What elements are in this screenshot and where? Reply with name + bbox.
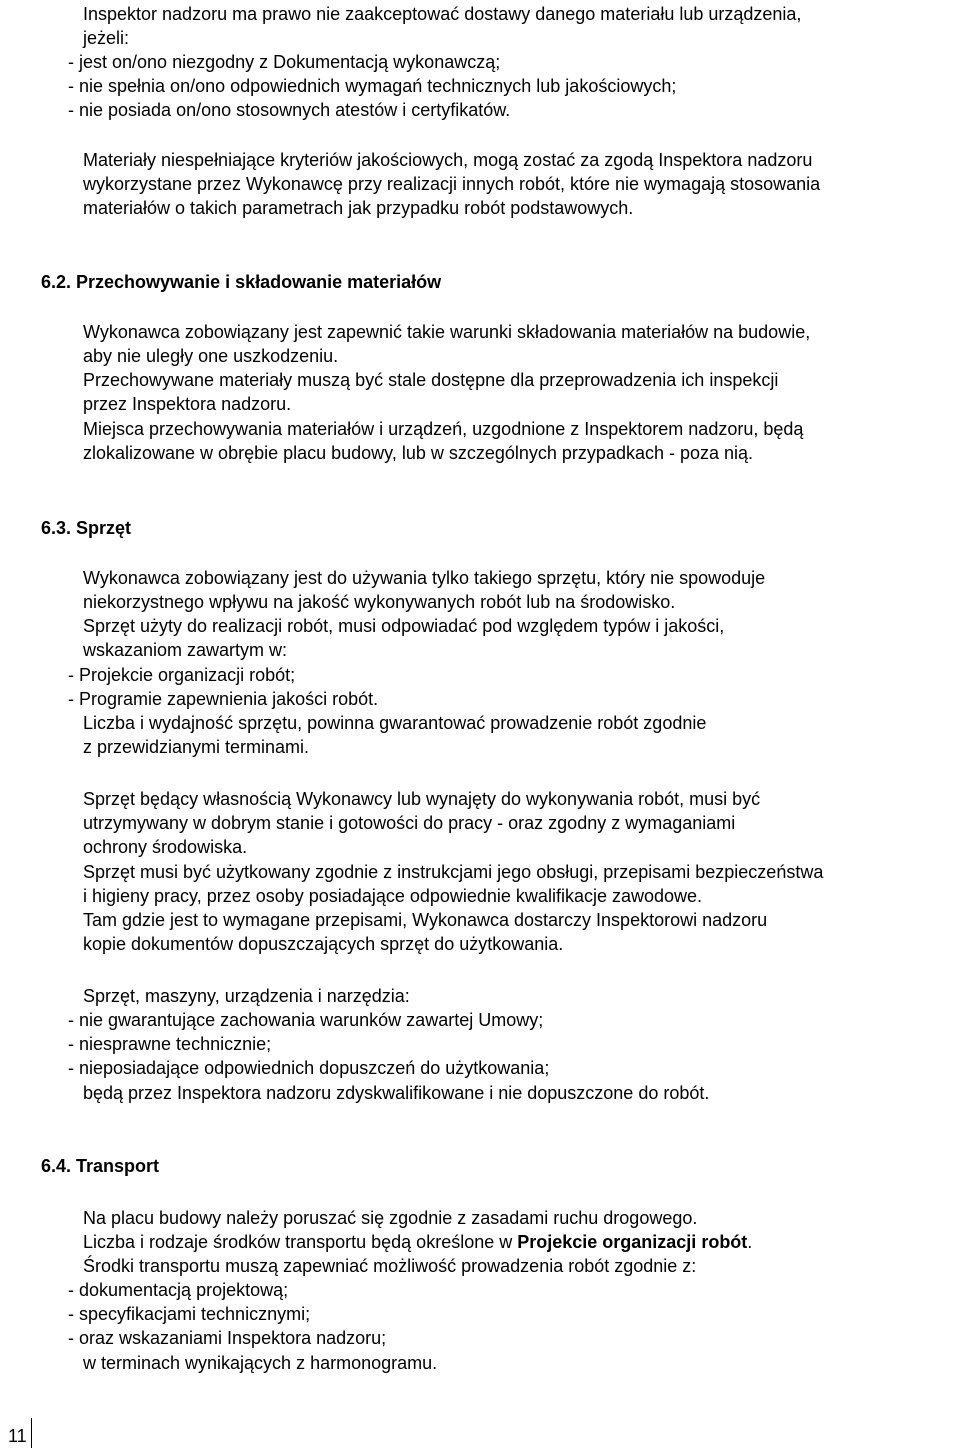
text-line <box>83 1230 752 1254</box>
text-line <box>83 196 633 220</box>
text-line <box>68 1302 310 1326</box>
text-line <box>83 26 129 50</box>
text-span: Materiały niespełniające kryteriów jakościowych, mogą zostać za zgodą Inspektora nadzoru <box>83 150 813 170</box>
section-heading <box>41 270 441 294</box>
text-span: Sprzęt będący własnością Wykonawcy lub wynajęty do wykonywania robót, musi być <box>83 789 761 809</box>
text-line <box>83 835 247 859</box>
text-span: aby nie uległy one uszkodzeniu. <box>83 346 339 366</box>
text-span: Przechowywane materiały muszą być stale dostępne dla przeprowadzenia ich inspekcji <box>83 370 779 390</box>
text-line <box>83 417 803 441</box>
text-line <box>83 1351 437 1375</box>
text-line <box>83 860 823 884</box>
text-span: Liczba i rodzaje środków transportu będą określone w <box>83 1232 518 1252</box>
text-line <box>83 1254 696 1278</box>
text-line <box>83 392 291 416</box>
text-span: będą przez Inspektora nadzoru zdyskwalifikowane i nie dopuszczone do robót. <box>83 1083 710 1103</box>
text-span: 6.2. Przechowywanie i składowanie materiałów <box>41 272 442 292</box>
text-span: z przewidzianymi terminami. <box>83 737 310 757</box>
text-span: 6.4. Transport <box>41 1156 160 1176</box>
text-span: - nie gwarantujące zachowania warunków zawartej Umowy; <box>68 1010 544 1030</box>
text-line <box>83 368 778 392</box>
text-line <box>68 74 676 98</box>
text-line <box>83 811 735 835</box>
text-line <box>68 1008 543 1032</box>
text-span: Na placu budowy należy poruszać się zgodnie z zasadami ruchu drogowego. <box>83 1208 698 1228</box>
text-line <box>68 1326 386 1350</box>
text-span: Sprzęt użyty do realizacji robót, musi odpowiadać pod względem typów i jakości, <box>83 616 725 636</box>
text-span: - dokumentacją projektową; <box>68 1280 289 1300</box>
text-span: - oraz wskazaniami Inspektora nadzoru; <box>68 1328 387 1348</box>
text-span: Sprzęt musi być użytkowany zgodnie z instrukcjami jego obsługi, przepisami bezpieczeństwa <box>83 862 824 882</box>
text-line <box>83 441 753 465</box>
text-line <box>83 320 810 344</box>
text-span: Wykonawca zobowiązany jest zapewnić takie warunki składowania materiałów na budowie, <box>83 322 811 342</box>
text-line <box>68 98 510 122</box>
text-line <box>83 638 287 662</box>
text-span: - specyfikacjami technicznymi; <box>68 1304 311 1324</box>
text-line <box>83 590 675 614</box>
text-span: jeżeli: <box>83 28 130 48</box>
text-span: zlokalizowane w obrębie placu budowy, lub w szczególnych przypadkach - poza nią. <box>83 443 754 463</box>
text-line <box>83 1206 697 1230</box>
text-span: Wykonawca zobowiązany jest do używania tylko takiego sprzętu, który nie spowoduje <box>83 568 766 588</box>
text-span: Sprzęt, maszyny, urządzenia i narzędzia: <box>83 986 410 1006</box>
text-line <box>83 148 812 172</box>
text-line <box>83 787 760 811</box>
page-number: 11 <box>8 1426 27 1446</box>
text-span: kopie dokumentów dopuszczających sprzęt do użytkowania. <box>83 934 564 954</box>
section-heading <box>41 1154 159 1178</box>
text-span: utrzymywany w dobrym stanie i gotowości do pracy - oraz zgodny z wymaganiami <box>83 813 736 833</box>
text-span: Miejsca przechowywania materiałów i urządzeń, uzgodnione z Inspektorem nadzoru, będą <box>83 419 804 439</box>
text-line <box>68 1056 549 1080</box>
text-line <box>83 566 765 590</box>
text-line <box>68 1032 271 1056</box>
text-span: wykorzystane przez Wykonawcę przy realizacji innych robót, które nie wymagają stosowania <box>83 174 821 194</box>
text-span: - nie posiada on/ono stosownych atestów i certyfikatów. <box>68 100 511 120</box>
text-line <box>83 884 702 908</box>
text-line <box>68 1278 288 1302</box>
text-span: ochrony środowiska. <box>83 837 248 857</box>
text-span: - nie spełnia on/ono odpowiednich wymagań technicznych lub jakościowych; <box>68 76 677 96</box>
text-span: - niesprawne technicznie; <box>68 1034 272 1054</box>
text-tail: . <box>747 1232 753 1252</box>
text-span: materiałów o takich parametrach jak przypadku robót podstawowych. <box>83 198 634 218</box>
text-line <box>83 908 767 932</box>
text-line <box>68 663 295 687</box>
text-span: - Projekcie organizacji robót; <box>68 665 296 685</box>
text-span: - Programie zapewnienia jakości robót. <box>68 689 379 709</box>
text-line <box>83 2 801 26</box>
text-line <box>83 735 309 759</box>
text-span: wskazaniom zawartym w: <box>83 640 288 660</box>
text-line <box>83 1081 709 1105</box>
text-line <box>68 687 378 711</box>
margin-line <box>31 1418 32 1448</box>
section-heading <box>41 516 131 540</box>
text-line <box>68 50 500 74</box>
text-line <box>83 614 724 638</box>
text-span: i higieny pracy, przez osoby posiadające odpowiednie kwalifikacje zawodowe. <box>83 886 703 906</box>
text-line <box>83 932 563 956</box>
text-span: Tam gdzie jest to wymagane przepisami, Wykonawca dostarczy Inspektorowi nadzoru <box>83 910 768 930</box>
text-span: - jest on/ono niezgodny z Dokumentacją wykonawczą; <box>68 52 501 72</box>
text-span: Inspektor nadzoru ma prawo nie zaakceptować dostawy danego materiału lub urządzenia, <box>83 4 802 24</box>
text-span: niekorzystnego wpływu na jakość wykonywanych robót lub na środowisko. <box>83 592 676 612</box>
text-line <box>83 172 820 196</box>
text-line <box>83 984 410 1008</box>
text-span: w terminach wynikających z harmonogramu. <box>83 1353 438 1373</box>
text-span: przez Inspektora nadzoru. <box>83 394 292 414</box>
text-span: 6.3. Sprzęt <box>41 518 132 538</box>
text-line <box>83 711 706 735</box>
text-line <box>83 344 338 368</box>
text-span: - nieposiadające odpowiednich dopuszczeń do użytkowania; <box>68 1058 550 1078</box>
text-span: Liczba i wydajność sprzętu, powinna gwarantować prowadzenie robót zgodnie <box>83 713 707 733</box>
text-span: Środki transportu muszą zapewniać możliwość prowadzenia robót zgodnie z: <box>83 1256 697 1276</box>
bold-text: Projekcie organizacji robót <box>517 1232 748 1252</box>
